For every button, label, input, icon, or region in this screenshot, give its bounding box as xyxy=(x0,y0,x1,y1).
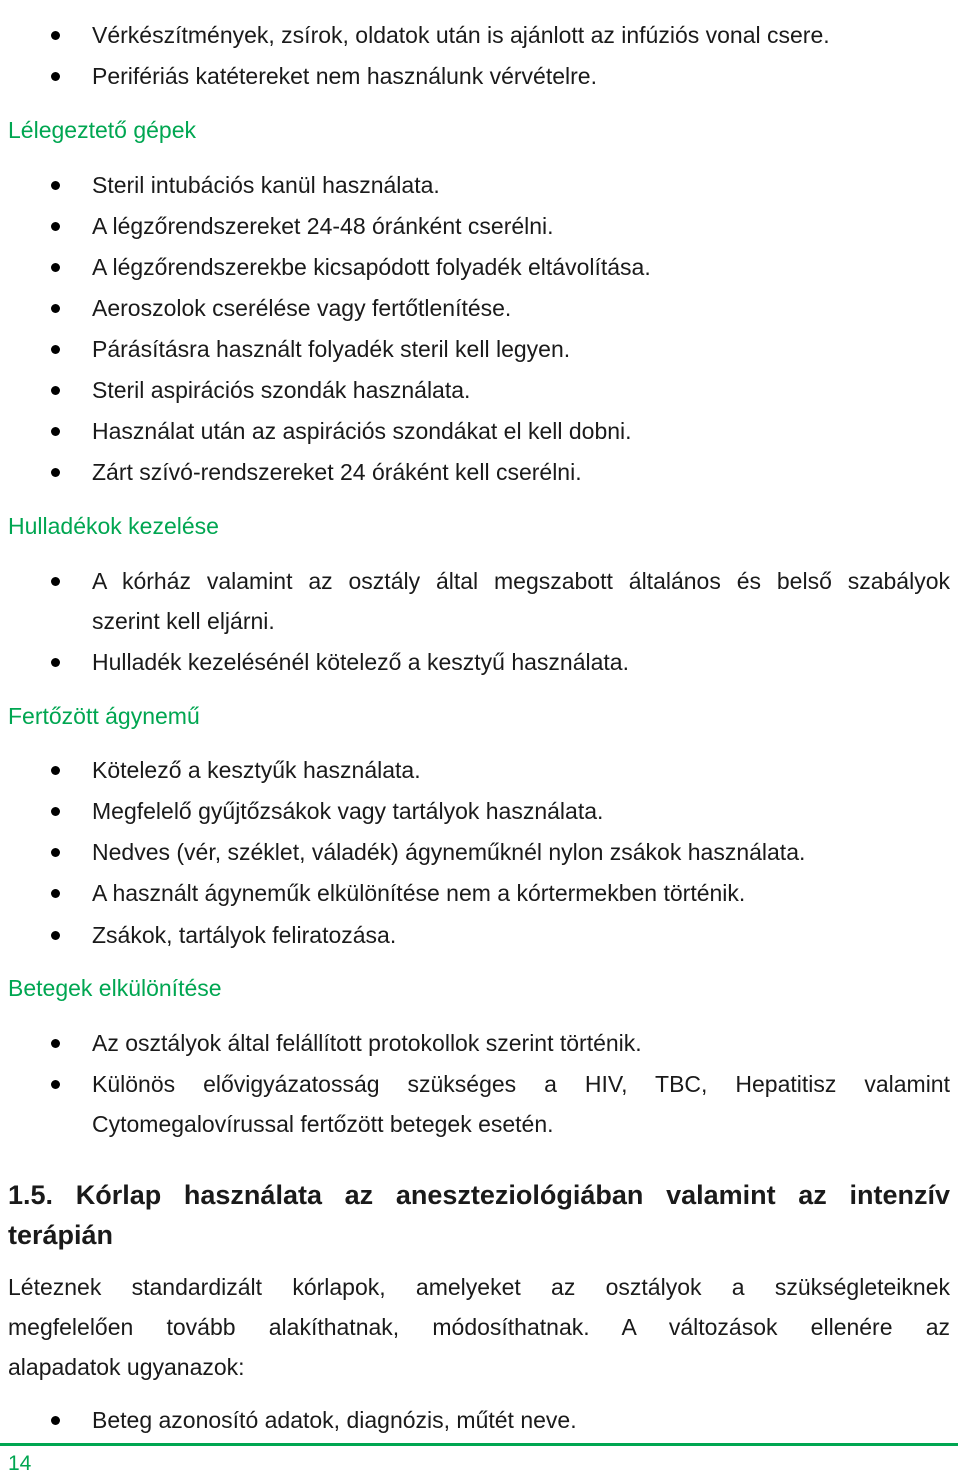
list-item-text: Zsákok, tartályok feliratozása. xyxy=(92,922,397,948)
paragraph-line: megfelelően tovább alakíthatnak, módosíthatnak. A változások ellenére az xyxy=(8,1314,950,1340)
bullet-icon xyxy=(51,766,60,775)
bullet-icon xyxy=(51,181,60,190)
bullet-icon xyxy=(51,31,60,40)
paragraph-line: Léteznek standardizált kórlapok, amelyeket az osztályok a szükségleteiknek xyxy=(8,1274,950,1300)
list-item-text: Megfelelő gyűjtőzsákok vagy tartályok használata. xyxy=(92,798,604,824)
section-paragraph xyxy=(8,1267,950,1387)
footer-rule xyxy=(0,1443,958,1446)
list-item-text: Aeroszolok cserélése vagy fertőtlenítése. xyxy=(92,295,512,321)
list-item-text: Különös elővigyázatosság szükséges a HIV, TBC, Hepatitisz valamint xyxy=(92,1071,950,1097)
list-item-text: Steril aspirációs szondák használata. xyxy=(92,377,471,403)
waste-heading: Hulladékok kezelése xyxy=(8,513,219,539)
ventilators-heading: Lélegeztető gépek xyxy=(8,117,196,143)
bullet-icon xyxy=(51,658,60,667)
list-item-text: Hulladék kezelésénél kötelező a kesztyű használata. xyxy=(92,649,629,675)
list-item-text: Perifériás katétereket nem használunk vérvételre. xyxy=(92,63,597,89)
list-item-text: A használt ágyneműk elkülönítése nem a kórtermekben történik. xyxy=(92,880,746,906)
list-item-text: Vérkészítmények, zsírok, oldatok után is ajánlott az infúziós vonal csere. xyxy=(92,22,830,48)
bullet-icon xyxy=(51,1416,60,1425)
bullet-icon xyxy=(51,931,60,940)
list-item-text: Párásításra használt folyadék steril kell legyen. xyxy=(92,336,571,362)
section-title xyxy=(8,1175,950,1255)
list-item-text: Használat után az aspirációs szondákat el kell dobni. xyxy=(92,418,632,444)
bullet-icon xyxy=(51,427,60,436)
list-item-text: A kórház valamint az osztály által megszabott általános és belső szabályok xyxy=(92,568,950,594)
bullet-icon xyxy=(51,848,60,857)
bullet-icon xyxy=(51,468,60,477)
bullet-icon xyxy=(51,263,60,272)
bullet-icon xyxy=(51,72,60,81)
bullet-icon xyxy=(51,386,60,395)
bullet-icon xyxy=(51,1080,60,1089)
list-item-text: szerint kell eljárni. xyxy=(92,608,275,634)
section-title-line: 1.5. Kórlap használata az aneszteziológiában valamint az intenzív xyxy=(8,1180,950,1210)
list-item-text: Cytomegalovírussal fertőzött betegek esetén. xyxy=(92,1111,554,1137)
list-item-text: Kötelező a kesztyűk használata. xyxy=(92,757,421,783)
list-item-text: Az osztályok által felállított protokollok szerint történik. xyxy=(92,1030,642,1056)
list-item-text: Zárt szívó-rendszereket 24 óráként kell cserélni. xyxy=(92,459,582,485)
bullet-icon xyxy=(51,345,60,354)
list-item-text: A légzőrendszereket 24-48 óránként cserélni. xyxy=(92,213,554,239)
bullet-icon xyxy=(51,1039,60,1048)
section-title-line: terápián xyxy=(8,1220,114,1250)
page-number: 14 xyxy=(8,1452,32,1475)
list-item-text: A légzőrendszerekbe kicsapódott folyadék eltávolítása. xyxy=(92,254,651,280)
bullet-icon xyxy=(51,304,60,313)
list-item-text: Nedves (vér, széklet, váladék) ágyneműknél nylon zsákok használata. xyxy=(92,839,806,865)
isolation-heading: Betegek elkülönítése xyxy=(8,975,222,1001)
bullet-icon xyxy=(51,222,60,231)
bullet-icon xyxy=(51,577,60,586)
bullet-icon xyxy=(51,807,60,816)
paragraph-line: alapadatok ugyanazok: xyxy=(8,1354,245,1380)
linen-heading: Fertőzött ágynemű xyxy=(8,703,200,729)
bullet-icon xyxy=(51,889,60,898)
list-item-text: Beteg azonosító adatok, diagnózis, műtét neve. xyxy=(92,1407,577,1433)
list-item-text: Steril intubációs kanül használata. xyxy=(92,172,440,198)
